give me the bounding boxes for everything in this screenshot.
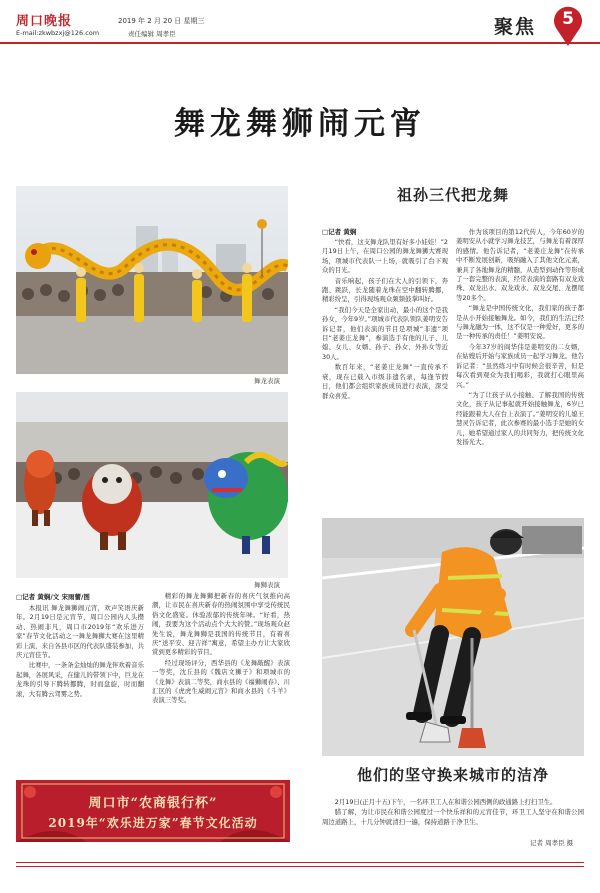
masthead-logo: 周口晚报 [16,14,73,29]
article2-column-right [152,592,290,768]
responsible-editor: 责任编辑 周孝臣 [128,30,176,38]
article1-paragraph: “舞龙是中国传统文化，我们家的孩子都是从小开始接触舞龙。如今，我们的生活已经与舞龙融为一体，这不仅是一种爱好，更多的是一种传承的责任！”姜明安说。 [456,304,584,341]
banner-decoration [16,780,290,842]
article3-paragraph: 腊了解，为让市民在和谐公园度过一个快乐祥和的元宵佳节，环卫工人坚守在和谐公园周边道路上，十几分钟就清扫一遍，保持道路干净卫生。 [322,808,584,826]
contact-email[interactable]: E-mail:zkwbzxj@126.com [16,29,100,37]
article1-paragraph: 音乐响起，孩子们在大人的引领下，奔跑、跳跃，长龙随着龙珠在空中翻转腾挪，精彩纷呈，引得现场观众频频鼓掌叫好。 [322,276,448,304]
issue-date: 2019 年 2 月 20 日 星期三 [118,17,205,25]
article3-paragraph: 2月19日(正月十五)下午，一名环卫工人在和谐公园西侧的政通路上打扫卫生。 [334,798,557,806]
article1-paragraph: 数百年来，“老姜庄龙舞”一直传承不衰，现在已载入市级非遗名录，每逢节假日，他们都会组织家族成员进行表演，深受群众喜爱。 [322,363,448,400]
article1-paragraph: 作为该项目的第12代传人，今年60岁的姜明安从小就学习舞龙技艺，与舞龙有着深厚的感情。他告诉记者，“老姜庄龙舞”在传承中不断发展创新，吸纳融入了其他文化元素，兼具了各地舞龙的精髓，从造型到动作等形成了一套完整的表演，经常表演的套路有双龙戏珠、双龙出水、双龙戏水、双龙交尾、龙摆尾等20多个。 [456,228,584,302]
article2-paragraph: 本报讯 舞龙舞狮闹元宵，欢声笑语庆新年。2月19日是元宵节，周口公园内人头攒动、热闹非凡，周口市2019年“欢乐进万家”春节文化活动之一舞龙舞狮大赛在这里精彩上演，来自各县市区的代表队盛装参加，共庆元宵佳节。 [16,604,144,660]
header-divider [0,42,600,44]
sanitation-worker-photo [322,518,584,756]
event-banner [16,780,290,842]
article3-title: 他们的坚守换来城市的洁净 [356,766,549,784]
dragon-dance-photo [16,186,288,374]
footer-divider [16,862,584,863]
sanitation-worker-illustration [322,518,584,756]
banner-title: 周口市“农商银行杯” [88,796,218,811]
article1-column-right [456,228,584,510]
lion-photo-caption: 舞狮表演 [254,581,280,589]
article2-paragraph: 经过现场评分，西华县的《龙舞敲醒》表演一等奖，沈丘县的《魏店文狮子》和项城市的《龙舞》表演二等奖，商水县的《福狮闹春》、川汇区的《虎虎生威闹元宵》和商水县的《斗羊》表演三等奖。 [152,658,290,705]
article1-byline: □记者 黄娴 [322,228,357,236]
article1-paragraph: 今年37岁的阎华伟是姜明安的二女婿，在姑嫂后开始与家族成员一起学习舞龙。他告诉记者：“虽然练习中有时候会很辛苦，但是每次看到观众为我们喝彩，我就打心眼里高兴。” [456,342,584,389]
article3-byline: 记者 周孝臣 摄 [530,839,574,847]
lion-dance-photo [16,392,288,578]
banner-subtitle: 2019年“欢乐进万家”春节文化活动 [48,816,258,830]
article2-column-left [16,604,144,764]
article2-paragraph: 比赛中，一条条金灿灿的舞龙伴欢着音乐起舞，各展风采，在健儿的带领下中，巨龙在龙珠的引导下腾转挪腾，时而盘旋，时而翻滚，大有腾云驾雾之势。 [16,661,144,698]
dragon-dance-illustration [16,186,288,374]
article2-paragraph: 精彩的舞龙舞狮把新春的喜庆气氛推向高潮，让市民在喜庆新春的热闹氛围中享受传统民俗文化盛宴。休验浓郁的传统年味。“好看，热闹，我要为这个活动点个大大的赞。”现场观众赵先生说，舞龙舞狮是我国的传统节目，有着喜庆“送平安、迎吉祥”寓意，希望主办方让大家欣赏到更多精彩的节目。 [152,592,290,657]
article1-paragraph: “为了让孩子从小接触、了解我国的传统文化，孩子从记事起就开始接触舞龙，6岁已经能跟着大人在台上表演了。”姜明安的儿媳王慧灵告诉记者，此次参赛的最小选手是她的女儿，她希望通过家人的共同努力，把传统文化发扬光大。 [456,390,584,446]
article2-byline: □记者 黄娴/文 宋雨蕾/图 [16,593,90,601]
footer-divider [16,866,584,867]
article1-paragraph: “快看，这支舞龙队里有好多小娃娃！”2月19日上午，在周口公园的舞龙舞狮大赛现场，项城市代表队一上场，就吸引了台下观众的目光。 [322,238,448,275]
page-number: 5 [562,9,574,29]
article1-title: 祖孙三代把龙舞 [396,186,509,204]
article1-column-left [322,238,448,510]
article1-paragraph: “我们今天是全家出动，最小的这个是我孙女，今年9岁。”项城市代表队领队姜明安告诉记者，他们表演的节目是项城“非遗”项目“老姜庄龙舞”，参演选手有他的儿子、儿媳、女儿、女婿、孙子、孙女、外孙女等近30人。 [322,305,448,361]
page-headline: 舞龙舞狮闹元宵 [174,106,426,142]
article3-body [322,798,584,828]
dragon-photo-caption: 舞龙表演 [254,377,280,385]
section-title: 聚焦 [494,16,537,38]
lion-dance-illustration [16,392,288,578]
